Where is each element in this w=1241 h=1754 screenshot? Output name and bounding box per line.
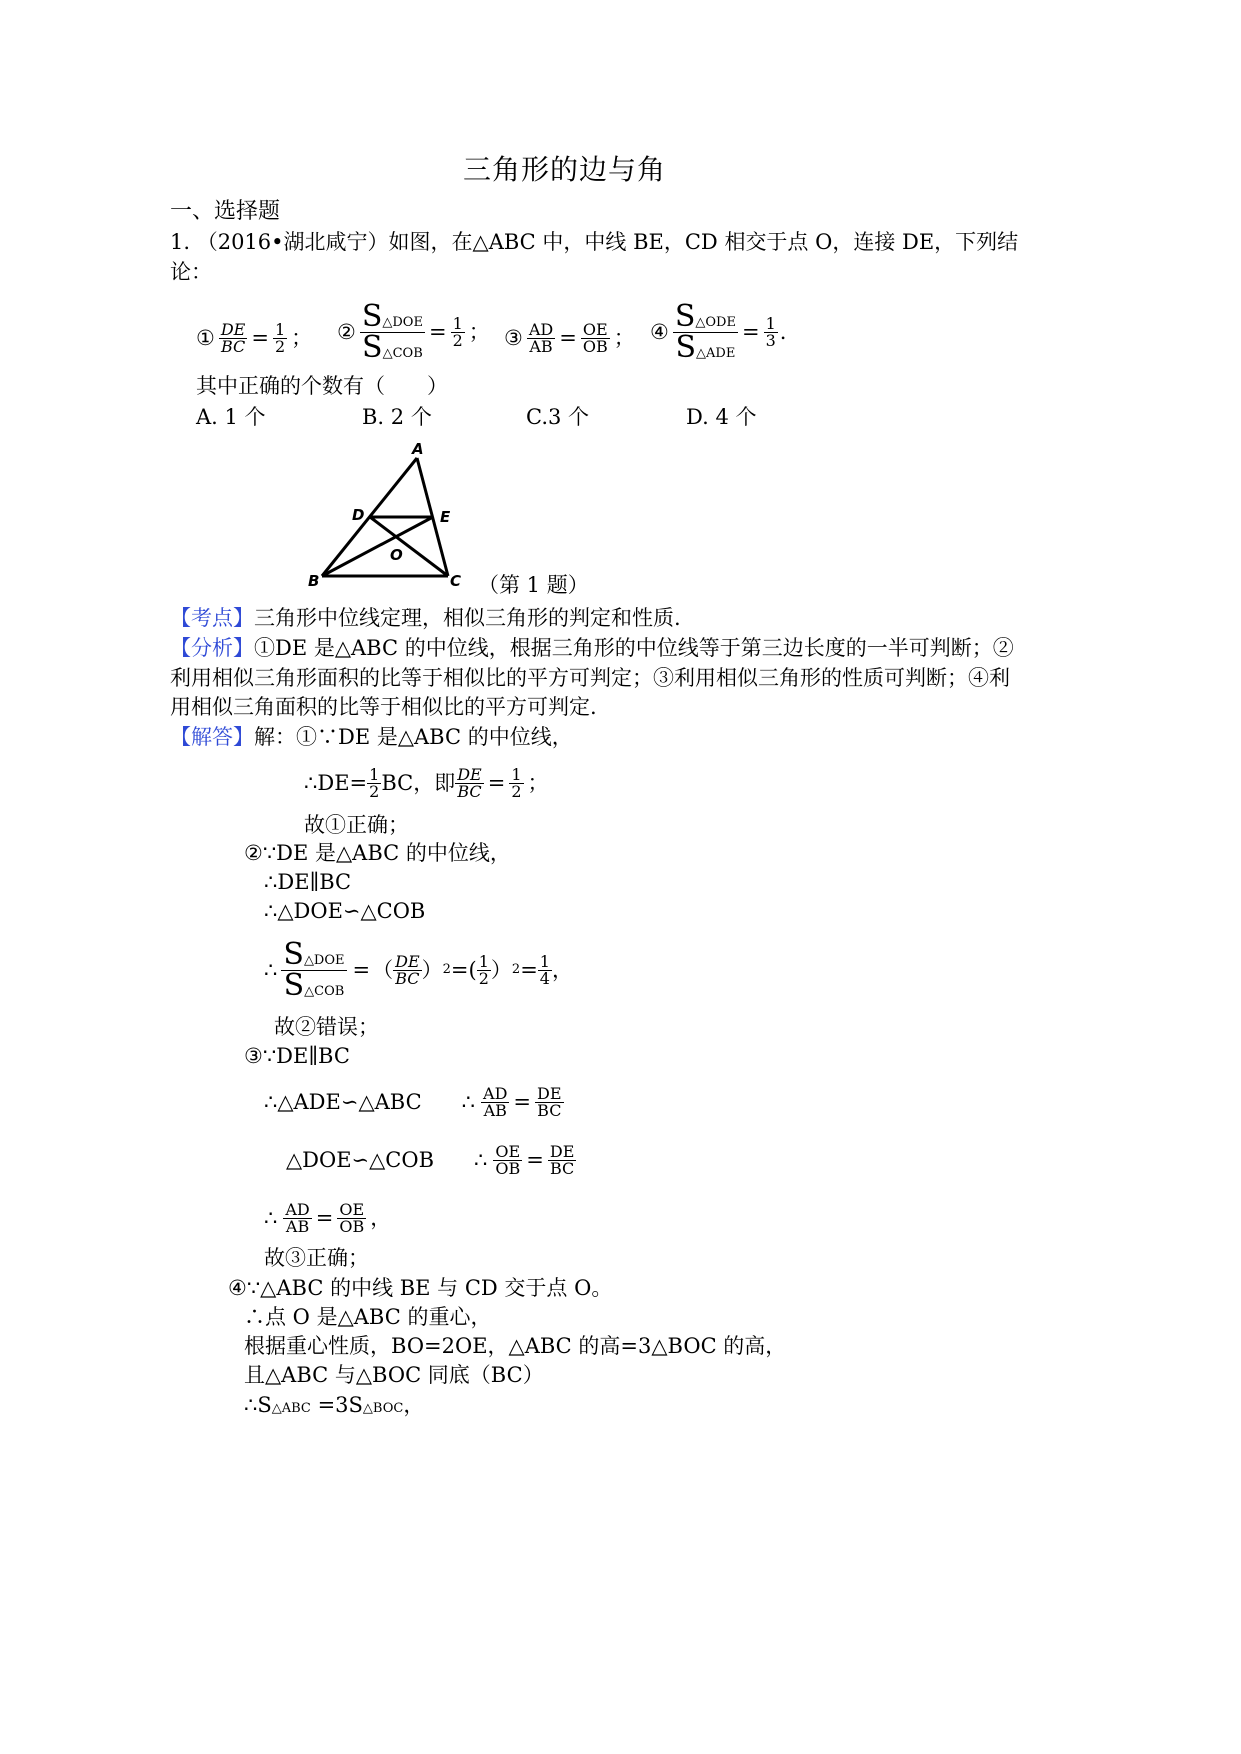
label-e: E xyxy=(440,508,451,526)
label-o: O xyxy=(390,546,403,564)
jieda-tag: 【解答】 xyxy=(170,725,254,749)
jieda-line-13: 故③正确； xyxy=(264,1246,369,1270)
jieda-line-18: ∴S△ABC =3S△BOC， xyxy=(244,1393,425,1417)
fenxi-line-1: 【分析】①DE 是△ABC 的中位线，根据三角形的中位线等于第三边长度的一半可判断；② xyxy=(170,636,1014,660)
option-c: C.3 个 xyxy=(526,405,590,429)
kaodian-tag: 【考点】 xyxy=(170,606,254,630)
conclusion-2: ② $\frac{\text{S△DOE}}{\text{S△COB}}$ = $\frac{1}{2}$ ； xyxy=(337,298,490,365)
question-line-2: 论： xyxy=(170,260,212,284)
jieda-line-12: ∴ $\frac{AD}{AB}$ = $\frac{OE}{OB}$ ， xyxy=(264,1199,392,1236)
fenxi-line-3: 用相似三角面积的比等于相似比的平方可判定. xyxy=(170,695,597,719)
figure-caption: （第 1 题） xyxy=(478,573,589,597)
segment-be xyxy=(322,517,433,576)
jieda-line-4: ②∵DE 是△ABC 的中位线， xyxy=(244,841,511,865)
jieda-line-9: ③∵DE∥BC xyxy=(244,1044,350,1068)
jieda-line-5: ∴DE∥BC xyxy=(264,870,352,894)
kaodian-text: 三角形中位线定理，相似三角形的判定和性质. xyxy=(254,606,681,630)
jieda-line-14: ④∵△ABC 的中线 BE 与 CD 交于点 O。 xyxy=(228,1276,613,1300)
option-d: D. 4 个 xyxy=(686,405,757,429)
kaodian-line xyxy=(170,605,681,631)
jieda-line-11: △DOE∽△COB ∴ $\frac{OE}{OB}$ = $\frac{DE}{BC}$ xyxy=(286,1141,575,1178)
option-b: B. 2 个 xyxy=(362,405,432,429)
conclusion-3: ③ $\frac{AD}{AB}$ = $\frac{OE}{OB}$ ； xyxy=(504,319,635,356)
jieda-line-17: 且△ABC 与△BOC 同底（BC） xyxy=(244,1363,544,1387)
label-d: D xyxy=(352,506,365,524)
label-b: B xyxy=(308,572,320,590)
triangle-figure xyxy=(300,436,480,596)
jieda-line-8: 故②错误； xyxy=(274,1015,379,1039)
label-a: A xyxy=(412,440,424,458)
option-a: A. 1 个 xyxy=(196,405,266,429)
jieda-line-10: ∴△ADE∽△ABC ∴ $\frac{AD}{AB}$ = $\frac{DE}{BC}$ xyxy=(264,1083,562,1120)
label-c: C xyxy=(450,572,462,590)
question-line-1: 1. （2016•湖北咸宁）如图，在△ABC 中，中线 BE，CD 相交于点 O，连接 DE，下列结 xyxy=(170,230,1019,254)
question-prompt: 其中正确的个数有（ ） xyxy=(196,374,448,398)
jieda-line-15: ∴点 O 是△ABC 的重心， xyxy=(244,1305,492,1329)
section-heading: 一、选择题 xyxy=(170,199,281,224)
jieda-line-6: ∴△DOE∽△COB xyxy=(264,899,426,923)
jieda-line-2: ∴DE= $\frac{1}{2}$ BC，即 $\frac{DE}{BC}$ = $\frac{1}{2}$ ； xyxy=(304,764,549,801)
page-title: 三角形的边与角 xyxy=(463,153,667,186)
conclusion-4: ④ $\frac{\text{S△ODE}}{\text{S△ADE}}$ = $\frac{1}{3}$ . xyxy=(650,298,787,365)
conclusion-1: ① $\frac{DE}{BC}$ = $\frac{1}{2}$ ； xyxy=(196,319,313,356)
jieda-line-7: ∴ $\frac{\text{S△DOE}}{\text{S△COB}}$ = （ $\frac{DE}{BC}$ ） 2 =( $\frac{1}{2}$ ） 2 = $\frac{1}{4}$ ， xyxy=(264,936,573,1003)
jieda-line-3: 故①正确； xyxy=(304,813,409,837)
fenxi-tag: 【分析】 xyxy=(170,636,254,660)
jieda-line-16: 根据重心性质，BO=2OE，△ABC 的高=3△BOC 的高， xyxy=(244,1334,787,1358)
jieda-line-1: 【解答】解：①∵DE 是△ABC 的中位线， xyxy=(170,725,573,749)
fenxi-line-2: 利用相似三角形面积的比等于相似比的平方可判定；③利用相似三角形的性质可判断；④利 xyxy=(170,666,1010,690)
